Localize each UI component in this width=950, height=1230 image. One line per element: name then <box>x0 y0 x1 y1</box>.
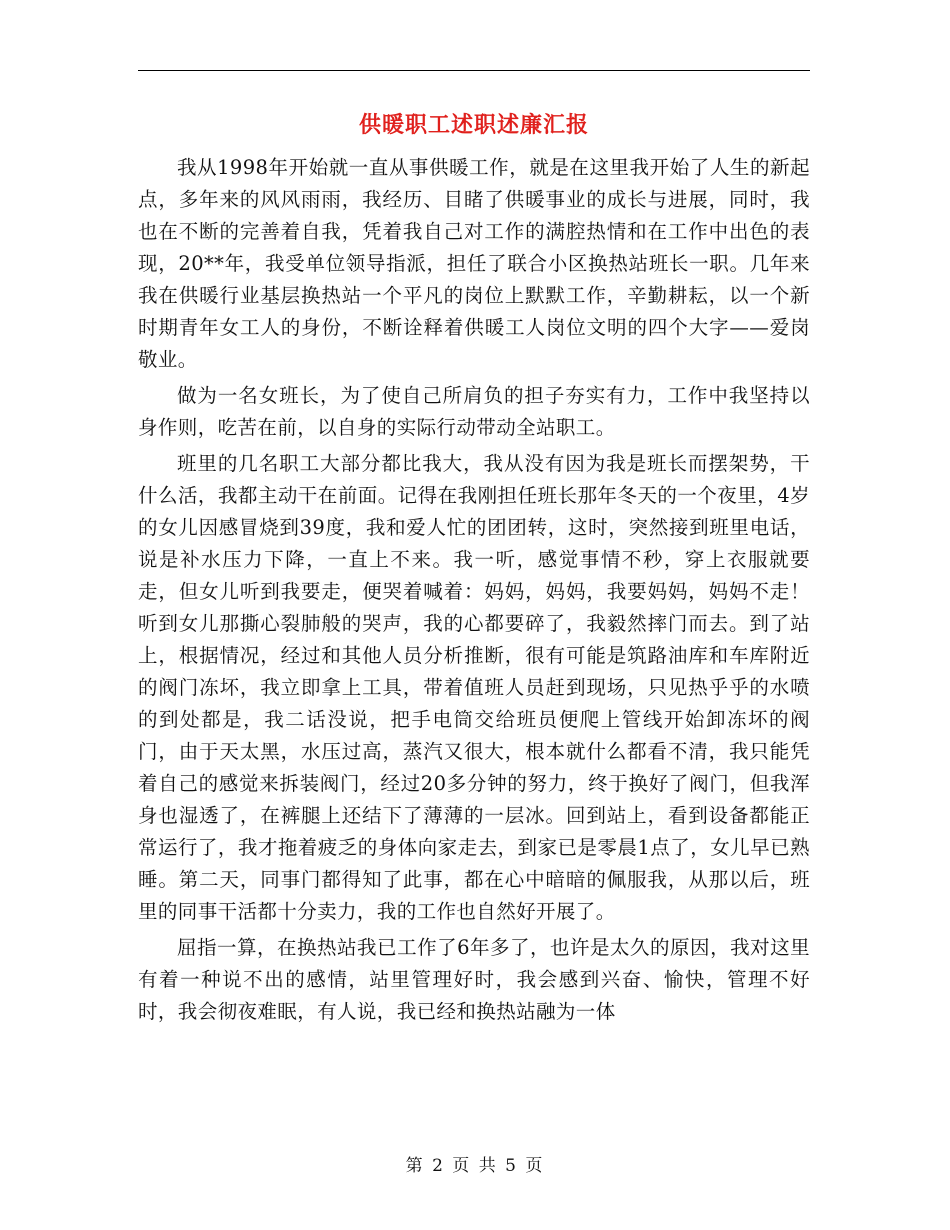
header-rule <box>138 70 810 71</box>
paragraph-3: 班里的几名职工大部分都比我大，我从没有因为我是班长而摆架势，干什么活，我都主动干在前面。记得在我刚担任班长那年冬天的一个夜里，4岁的女儿因感冒烧到39度，我和爱人忙的团团转，这时，突然接到班里电话，说是补水压力下降，一直上不来。我一听，感觉事情不秒，穿上衣服就要走，但女儿听到我要走，便哭着喊着：妈妈，妈妈，我要妈妈，妈妈不走！听到女儿那撕心裂肺般的哭声，我的心都要碎了，我毅然摔门而去。到了站上，根据情况，经过和其他人员分析推断，很有可能是筑路油库和车库附近的阀门冻坏，我立即拿上工具，带着值班人员赶到现场，只见热乎乎的水喷的到处都是，我二话没说，把手电筒交给班员便爬上管线开始卸冻坏的阀门，由于天太黑，水压过高，蒸汽又很大，根本就什么都看不清，我只能凭着自己的感觉来拆装阀门，经过20多分钟的努力，终于换好了阀门，但我浑身也湿透了，在裤腿上还结下了薄薄的一层冰。回到站上，看到设备都能正常运行了，我才拖着疲乏的身体向家走去，到家已是零晨1点了，女儿早已熟睡。第二天，同事门都得知了此事，都在心中暗暗的佩服我，从那以后，班里的同事干活都十分卖力，我的工作也自然好开展了。 <box>138 452 810 923</box>
document-body <box>138 152 810 1032</box>
paragraph-2: 做为一名女班长，为了使自己所肩负的担子夯实有力，工作中我坚持以身作则，吃苦在前，以自身的实际行动带动全站职工。 <box>138 384 810 439</box>
paragraph-4: 屈指一算，在换热站我已工作了6年多了，也许是太久的原因，我对这里有着一种说不出的感情，站里管理好时，我会感到兴奋、愉快，管理不好时，我会彻夜难眠，有人说，我已经和换热站融为一体 <box>138 936 810 1023</box>
document-title: 供暖职工述职述廉汇报 <box>358 112 589 138</box>
page-footer: 第 2 页 共 5 页 <box>405 1156 545 1176</box>
paragraph-1: 我从1998年开始就一直从事供暖工作，就是在这里我开始了人生的新起点，多年来的风风雨雨，我经历、目睹了供暖事业的成长与进展，同时，我也在不断的完善着自我，凭着我自己对工作的满腔热情和在工作中出色的表现，20**年，我受单位领导指派，担任了联合小区换热站班长一职。几年来我在供暖行业基层换热站一个平凡的岗位上默默工作，辛勤耕耘，以一个新时期青年女工人的身份，不断诠释着供暖工人岗位文明的四个大字——爱岗敬业。 <box>138 156 810 371</box>
